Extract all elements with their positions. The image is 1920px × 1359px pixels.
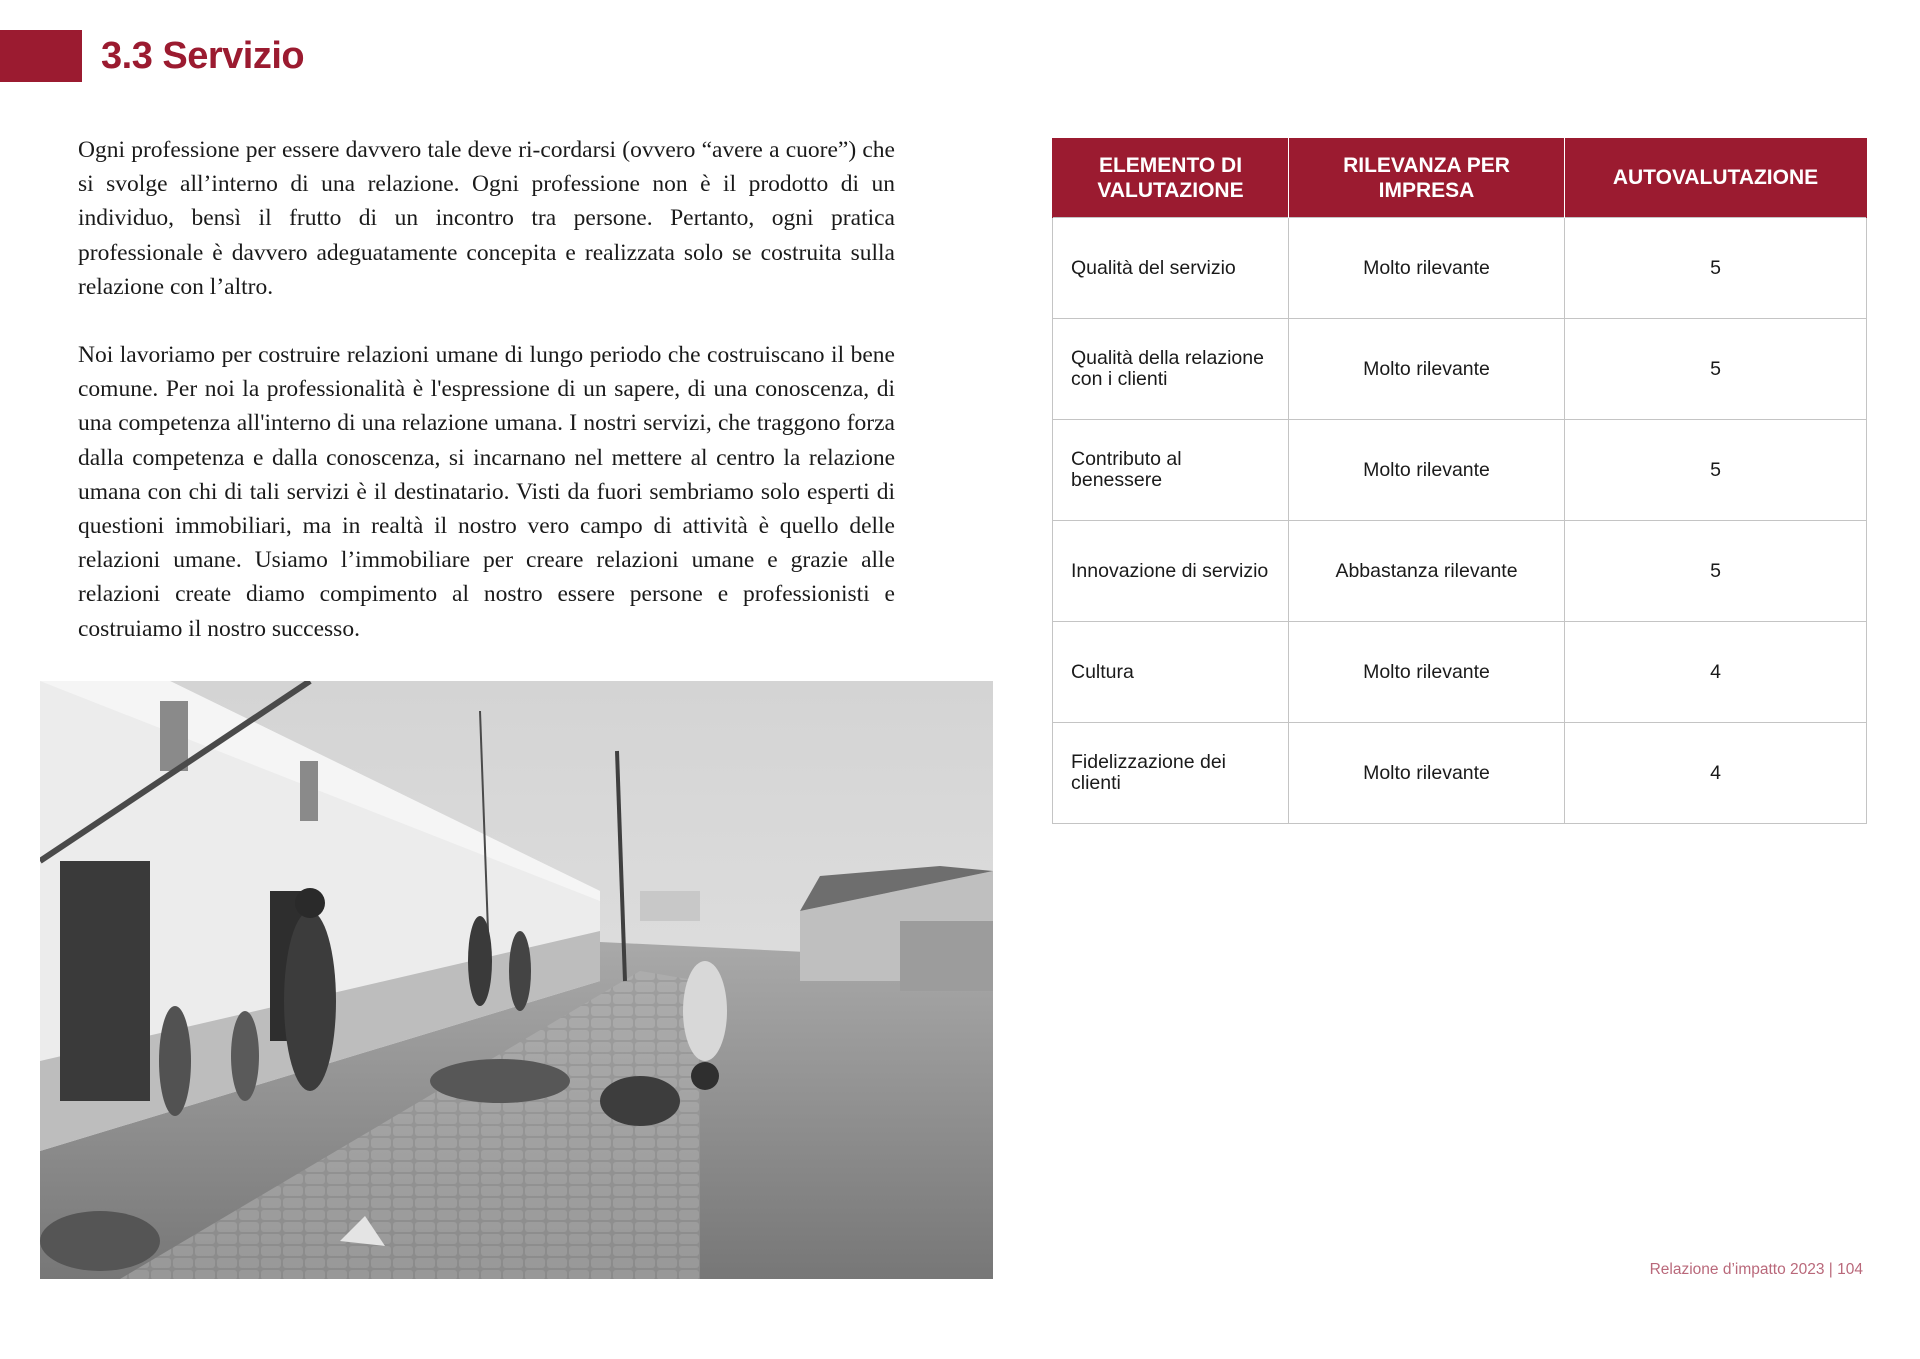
header-elemento: ELEMENTO DI VALUTAZIONE <box>1053 138 1289 218</box>
cell-rilevanza: Molto rilevante <box>1289 723 1565 824</box>
cell-autovalutazione: 5 <box>1565 420 1867 521</box>
body-paragraph-2: Noi lavoriamo per costruire relazioni umane di lungo periodo che costruiscano il bene comune. Per noi la professionalità è l'espressione di un sapere, di una conoscenza, di una competenza all'interno di una relazione umana. I nostri servizi, che traggono forza dalla competenza e dalla conoscenza, si incarnano nel mettere al centro la relazione umana con chi di tali servizi è il destinatario. Visti da fuori sembriamo solo esperti di questioni immobiliari, ma in realtà il nostro vero campo di attività è quello delle relazioni umane. Usiamo l’immobiliare per creare relazioni umane e grazie alle relazioni create diamo compimento al nostro essere persone e professionisti e costruiamo il nostro successo. <box>78 342 895 642</box>
historical-street-photo <box>40 681 993 1279</box>
table-row <box>1053 521 1867 622</box>
cell-autovalutazione: 5 <box>1565 521 1867 622</box>
evaluation-table <box>1052 138 1867 824</box>
cell-elemento: Qualità del servizio <box>1053 218 1289 319</box>
cell-autovalutazione: 4 <box>1565 723 1867 824</box>
cell-elemento: Fidelizzazione dei clienti <box>1053 723 1289 824</box>
section-tab-block <box>0 30 82 82</box>
cell-rilevanza: Molto rilevante <box>1289 622 1565 723</box>
table-row <box>1053 319 1867 420</box>
header-rilevanza: RILEVANZA PER IMPRESA <box>1289 138 1565 218</box>
table-header-row <box>1053 138 1867 218</box>
table-row <box>1053 723 1867 824</box>
cell-autovalutazione: 5 <box>1565 218 1867 319</box>
table-row <box>1053 218 1867 319</box>
cell-autovalutazione: 5 <box>1565 319 1867 420</box>
table-row <box>1053 420 1867 521</box>
cell-elemento: Innovazione di servizio <box>1053 521 1289 622</box>
body-paragraph-1: Ogni professione per essere davvero tale deve ri-cordarsi (ovvero “avere a cuore”) che si svolge all’interno di una relazione. Ogni professione non è il prodotto di un individuo, bensì il frutto di un incontro tra persone. Pertanto, ogni pratica professionale è davvero adeguatamente concepita e realizzata solo se costruita sulla relazione con l’altro. <box>78 137 895 300</box>
body-text <box>78 133 895 680</box>
section-title: 3.3 Servizio <box>101 35 305 77</box>
header-autovalutazione: AUTOVALUTAZIONE <box>1565 138 1867 218</box>
cell-rilevanza: Molto rilevante <box>1289 218 1565 319</box>
cell-rilevanza: Molto rilevante <box>1289 319 1565 420</box>
table-row <box>1053 622 1867 723</box>
page-footer: Relazione d’impatto 2023 | 104 <box>1649 1261 1863 1278</box>
cell-autovalutazione: 4 <box>1565 622 1867 723</box>
cell-elemento: Cultura <box>1053 622 1289 723</box>
cell-elemento: Contributo al benessere <box>1053 420 1289 521</box>
cell-elemento: Qualità della relazione con i clienti <box>1053 319 1289 420</box>
cell-rilevanza: Molto rilevante <box>1289 420 1565 521</box>
cell-rilevanza: Abbastanza rilevante <box>1289 521 1565 622</box>
